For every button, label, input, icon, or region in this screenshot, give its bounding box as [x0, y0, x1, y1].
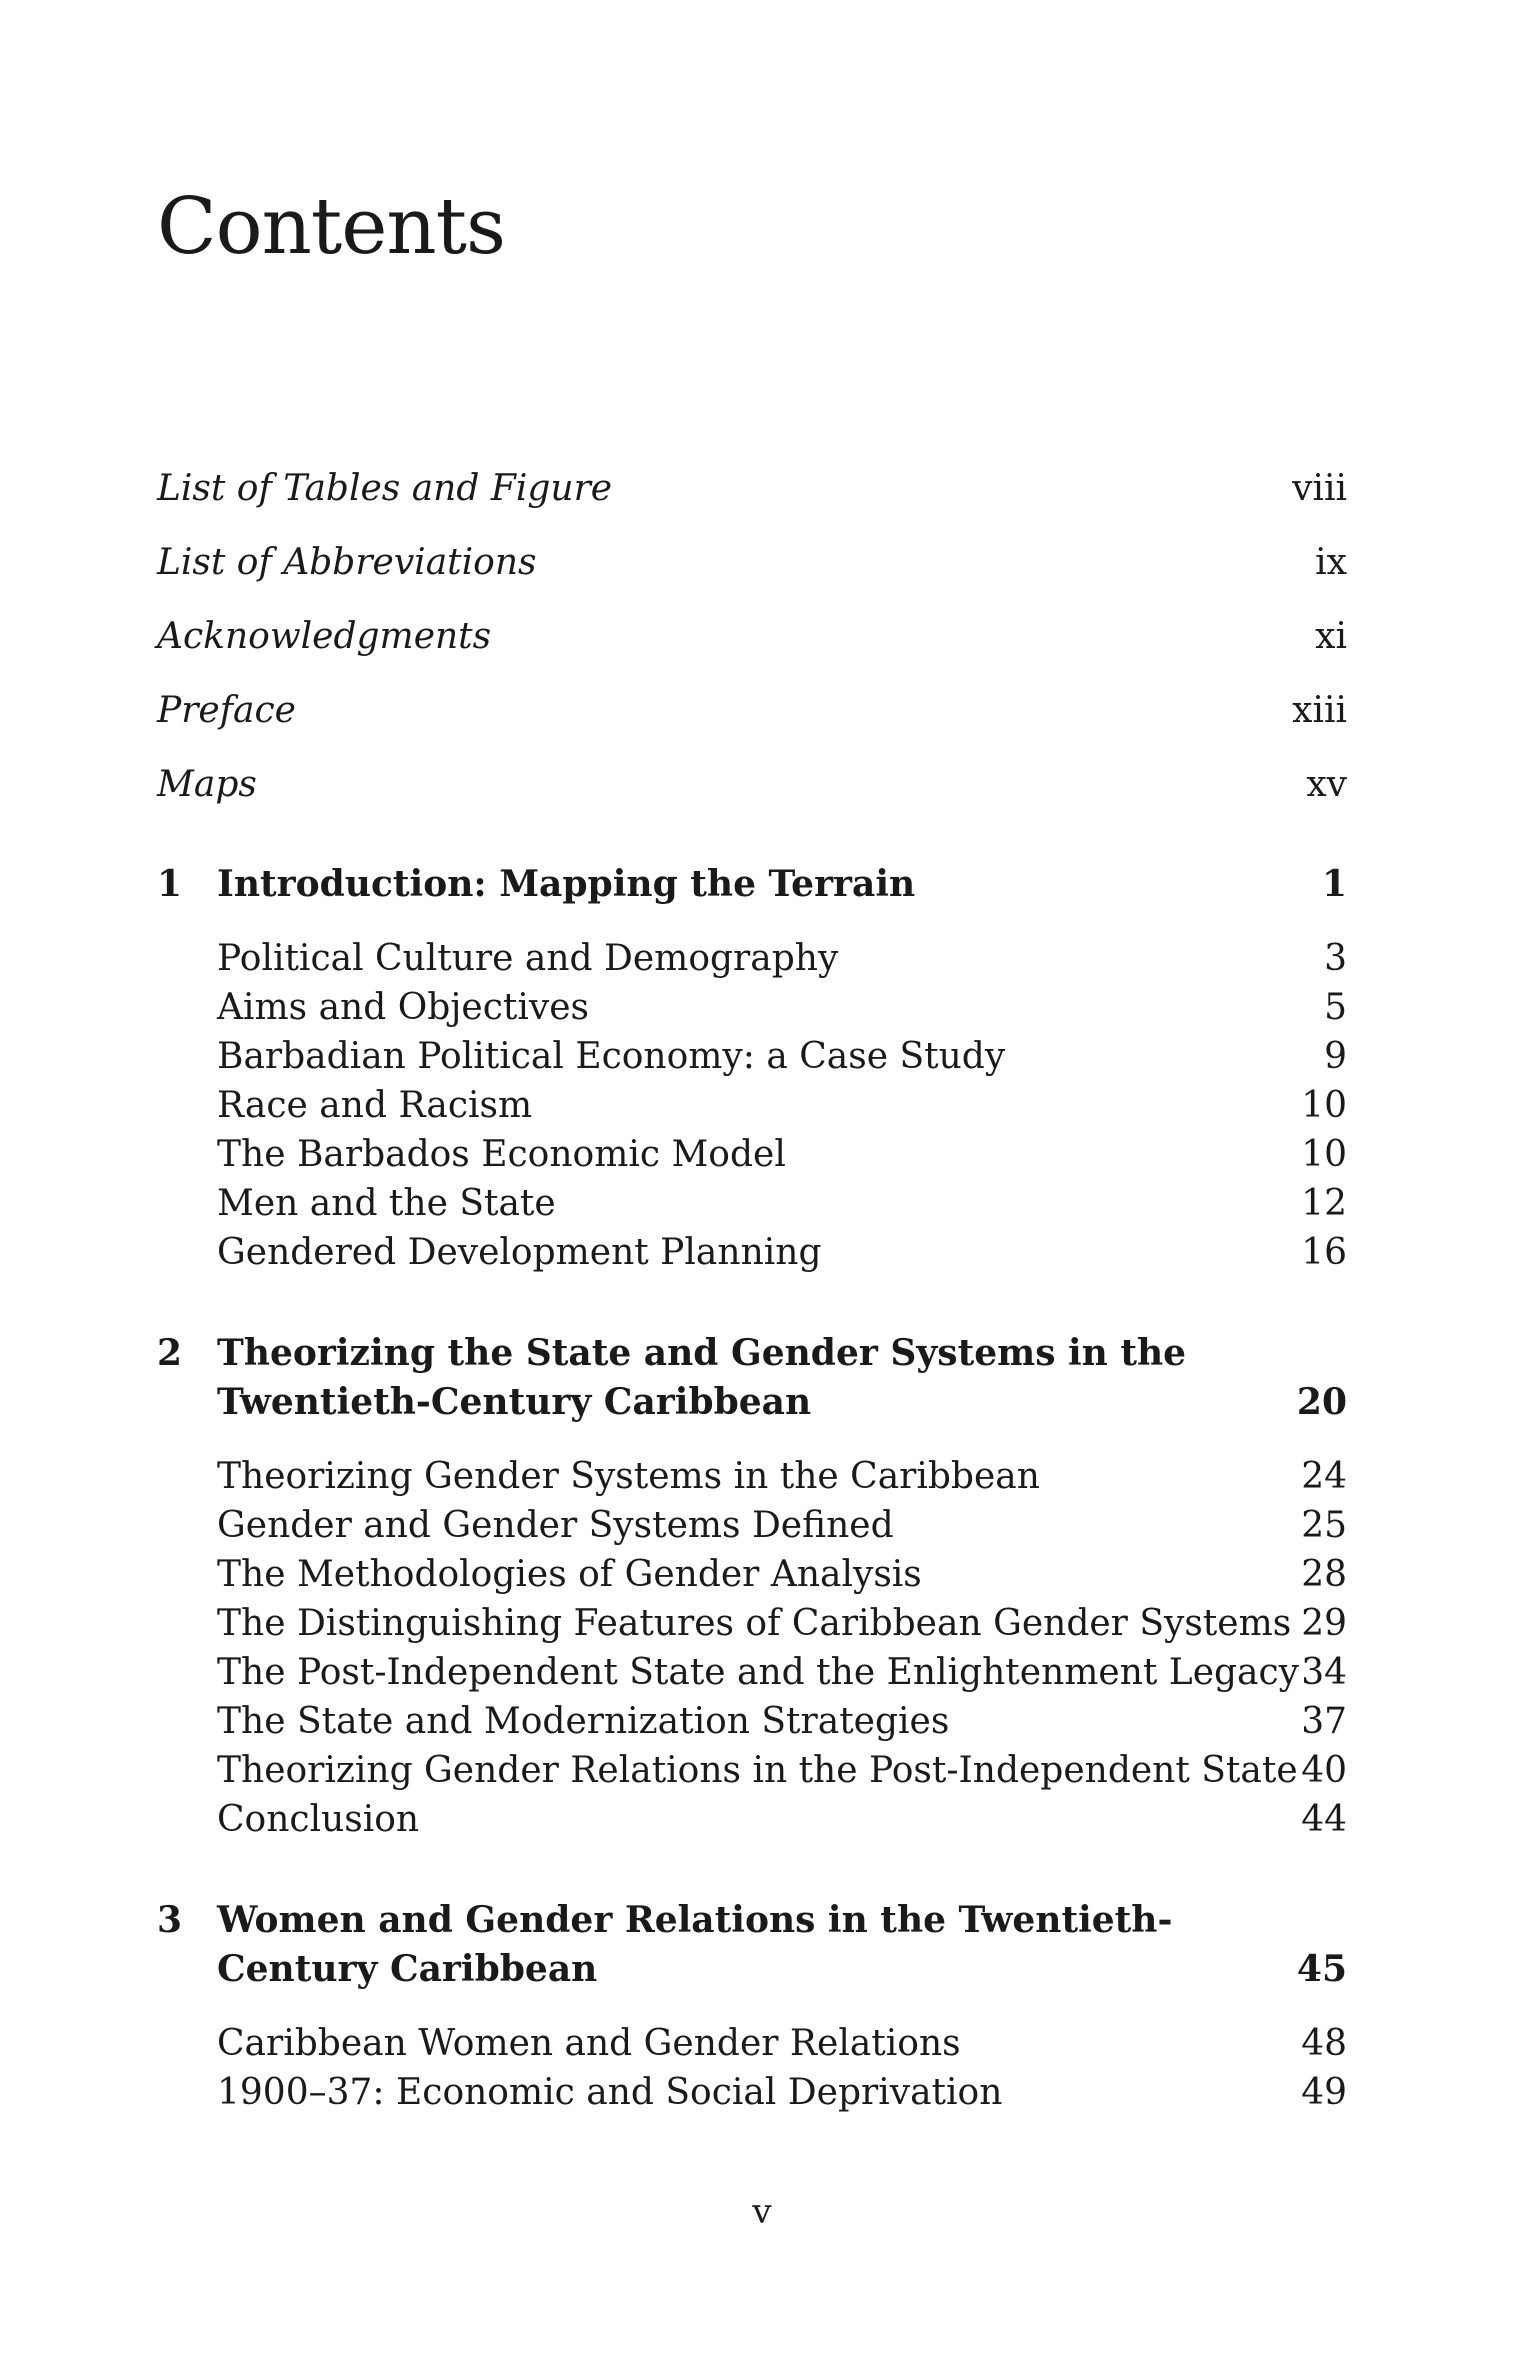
toc-entry-front-matter[interactable] — [157, 538, 1347, 587]
toc-section-entry[interactable] — [157, 1746, 1347, 1795]
section-page: 10 — [1301, 1085, 1347, 1126]
section-label: Gendered Development Planning — [217, 1232, 822, 1273]
chapter-number: 1 — [157, 863, 183, 905]
toc-entry-page: xiii — [1292, 690, 1347, 731]
chapter-title: Theorizing the State and Gender Systems in the — [217, 1332, 1187, 1374]
chapter-title: Twentieth-Century Caribbean — [217, 1381, 812, 1423]
section-page: 34 — [1301, 1652, 1347, 1693]
chapter-title: Introduction: Mapping the Terrain — [217, 863, 916, 905]
section-page: 48 — [1301, 2023, 1347, 2064]
toc-section-entry[interactable] — [157, 2068, 1347, 2117]
toc-entry-label: Preface — [157, 690, 296, 731]
toc-entry-page: xv — [1306, 764, 1347, 805]
section-label: Race and Racism — [217, 1085, 533, 1126]
toc-section-entry[interactable] — [157, 1795, 1347, 1844]
toc-section-entry[interactable] — [157, 983, 1347, 1032]
toc-entry-front-matter[interactable] — [157, 686, 1347, 735]
toc-chapter-heading-continued[interactable] — [157, 1945, 1347, 1994]
chapter-title: Century Caribbean — [217, 1948, 598, 1990]
chapter-page: 20 — [1296, 1381, 1347, 1423]
chapter-number: 3 — [157, 1899, 183, 1941]
toc-entry-label: Maps — [157, 764, 257, 805]
section-label: Gender and Gender Systems Defined — [217, 1505, 894, 1546]
toc-entry-label: Acknowledgments — [157, 616, 492, 657]
toc-entry-label: List of Abbreviations — [157, 542, 537, 583]
chapter-page: 1 — [1321, 863, 1347, 905]
chapter-number: 2 — [157, 1332, 183, 1374]
toc-chapter-heading[interactable] — [157, 1329, 1347, 1378]
chapter-page: 45 — [1296, 1948, 1347, 1990]
toc-section-entry[interactable] — [157, 1452, 1347, 1501]
section-page: 12 — [1301, 1183, 1347, 1224]
section-label: The Methodologies of Gender Analysis — [217, 1554, 922, 1595]
section-page: 37 — [1301, 1701, 1347, 1742]
toc-chapter-heading[interactable] — [157, 1896, 1347, 1945]
toc-entry-front-matter[interactable] — [157, 464, 1347, 513]
toc-chapter-heading-continued[interactable] — [157, 1378, 1347, 1427]
section-label: Theorizing Gender Relations in the Post-Independent State — [217, 1750, 1298, 1791]
toc-section-entry[interactable] — [157, 1081, 1347, 1130]
section-label: The State and Modernization Strategies — [217, 1701, 950, 1742]
section-label: Barbadian Political Economy: a Case Study — [217, 1036, 1006, 1077]
section-page: 10 — [1301, 1134, 1347, 1175]
toc-section-entry[interactable] — [157, 1550, 1347, 1599]
page-folio: v — [752, 2192, 772, 2232]
section-label: Caribbean Women and Gender Relations — [217, 2023, 961, 2064]
section-page: 24 — [1301, 1456, 1347, 1497]
toc-section-entry[interactable] — [157, 1032, 1347, 1081]
toc-entry-label: List of Tables and Figure — [157, 468, 613, 509]
section-label: Theorizing Gender Systems in the Caribbean — [217, 1456, 1040, 1497]
section-page: 29 — [1301, 1603, 1347, 1644]
section-label: 1900–37: Economic and Social Deprivation — [217, 2072, 1003, 2113]
chapter-title: Women and Gender Relations in the Twentieth- — [217, 1899, 1173, 1941]
toc-chapter-heading[interactable] — [157, 860, 1347, 909]
section-page: 28 — [1301, 1554, 1347, 1595]
section-page: 16 — [1301, 1232, 1347, 1273]
toc-entry-front-matter[interactable] — [157, 760, 1347, 809]
toc-section-entry[interactable] — [157, 2019, 1347, 2068]
page-title: Contents — [157, 182, 505, 272]
toc-entry-page: ix — [1315, 542, 1347, 583]
section-label: Men and the State — [217, 1183, 556, 1224]
section-label: The Post-Independent State and the Enlightenment Legacy — [217, 1652, 1300, 1693]
toc-section-entry[interactable] — [157, 1648, 1347, 1697]
section-page: 40 — [1301, 1750, 1347, 1791]
section-page: 3 — [1324, 938, 1347, 979]
toc-section-entry[interactable] — [157, 934, 1347, 983]
section-label: The Distinguishing Features of Caribbean Gender Systems — [217, 1603, 1292, 1644]
toc-section-entry[interactable] — [157, 1501, 1347, 1550]
toc-entry-page: viii — [1292, 468, 1347, 509]
section-label: Conclusion — [217, 1799, 420, 1840]
toc-section-entry[interactable] — [157, 1599, 1347, 1648]
section-page: 49 — [1301, 2072, 1347, 2113]
toc-section-entry[interactable] — [157, 1697, 1347, 1746]
section-label: Aims and Objectives — [217, 987, 589, 1028]
section-page: 9 — [1324, 1036, 1347, 1077]
toc-section-entry[interactable] — [157, 1228, 1347, 1277]
section-page: 25 — [1301, 1505, 1347, 1546]
toc-section-entry[interactable] — [157, 1179, 1347, 1228]
section-label: The Barbados Economic Model — [217, 1134, 786, 1175]
section-page: 5 — [1324, 987, 1347, 1028]
toc-entry-front-matter[interactable] — [157, 612, 1347, 661]
section-label: Political Culture and Demography — [217, 938, 839, 979]
toc-section-entry[interactable] — [157, 1130, 1347, 1179]
section-page: 44 — [1301, 1799, 1347, 1840]
toc-entry-page: xi — [1315, 616, 1347, 657]
